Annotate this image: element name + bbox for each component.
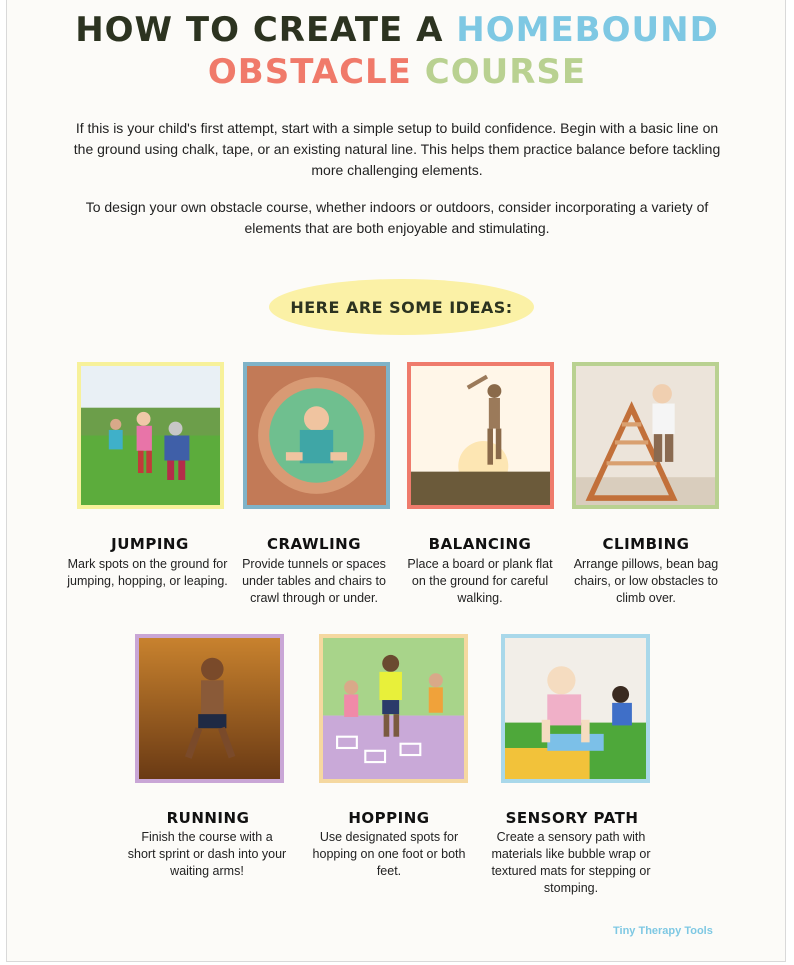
activity-text-hopping: Use designated spots for hopping on one foot or both feet. [312,830,466,878]
brand-footer: Tiny Therapy Tools [613,925,713,937]
activity-title-balancing: BALANCING [428,535,532,553]
hopping-photo [319,634,468,783]
crawling-photo [243,362,390,509]
ideas-heading: HERE ARE SOME IDEAS: [290,297,513,317]
activity-title-running: RUNNING [166,809,250,827]
page-title-line1 [7,10,787,50]
ideas-banner [269,279,534,335]
activity-title-hopping: HOPPING [348,809,430,827]
page [6,0,786,962]
activity-text-balancing: Place a board or plank flat on the ground for careful walking. [407,557,553,605]
intro-paragraph-1: If this is your child's first attempt, start with a simple setup to build confidence. Begin with a basic line on the ground using chalk, tape, or an existing natural line. This helps them practice balance before tackling more challenging elements. [73,120,721,178]
title-text-coral: OBSTACLE [207,52,412,92]
activity-title-crawling: CRAWLING [266,535,362,553]
activity-title-sensory-path: SENSORY PATH [505,809,639,827]
running-photo [135,634,284,783]
title-text-dark: HOW TO CREATE A [75,10,444,50]
balancing-photo [407,362,554,509]
intro-paragraph-2: To design your own obstacle course, whether indoors or outdoors, consider incorporating a variety of elements that are both enjoyable and stimulating. [85,199,709,236]
activity-text-jumping: Mark spots on the ground for jumping, hopping, or leaping. [67,557,228,588]
sensory-path-photo [501,634,650,783]
title-text-blue: HOMEBOUND [456,10,719,50]
activity-title-jumping: JUMPING [111,535,189,553]
title-text-green: COURSE [424,52,587,92]
activity-text-climbing: Arrange pillows, bean bag chairs, or low obstacles to climb over. [573,557,719,605]
climbing-photo [572,362,719,509]
activity-title-climbing: CLIMBING [602,535,690,553]
activity-text-crawling: Provide tunnels or spaces under tables and chairs to crawl through or under. [242,557,386,605]
jumping-photo [77,362,224,509]
page-title-line2 [7,52,787,92]
activity-text-running: Finish the course with a short sprint or dash into your waiting arms! [127,830,287,878]
activity-text-sensory-path: Create a sensory path with materials like bubble wrap or textured mats for stepping or stomping. [491,830,651,895]
